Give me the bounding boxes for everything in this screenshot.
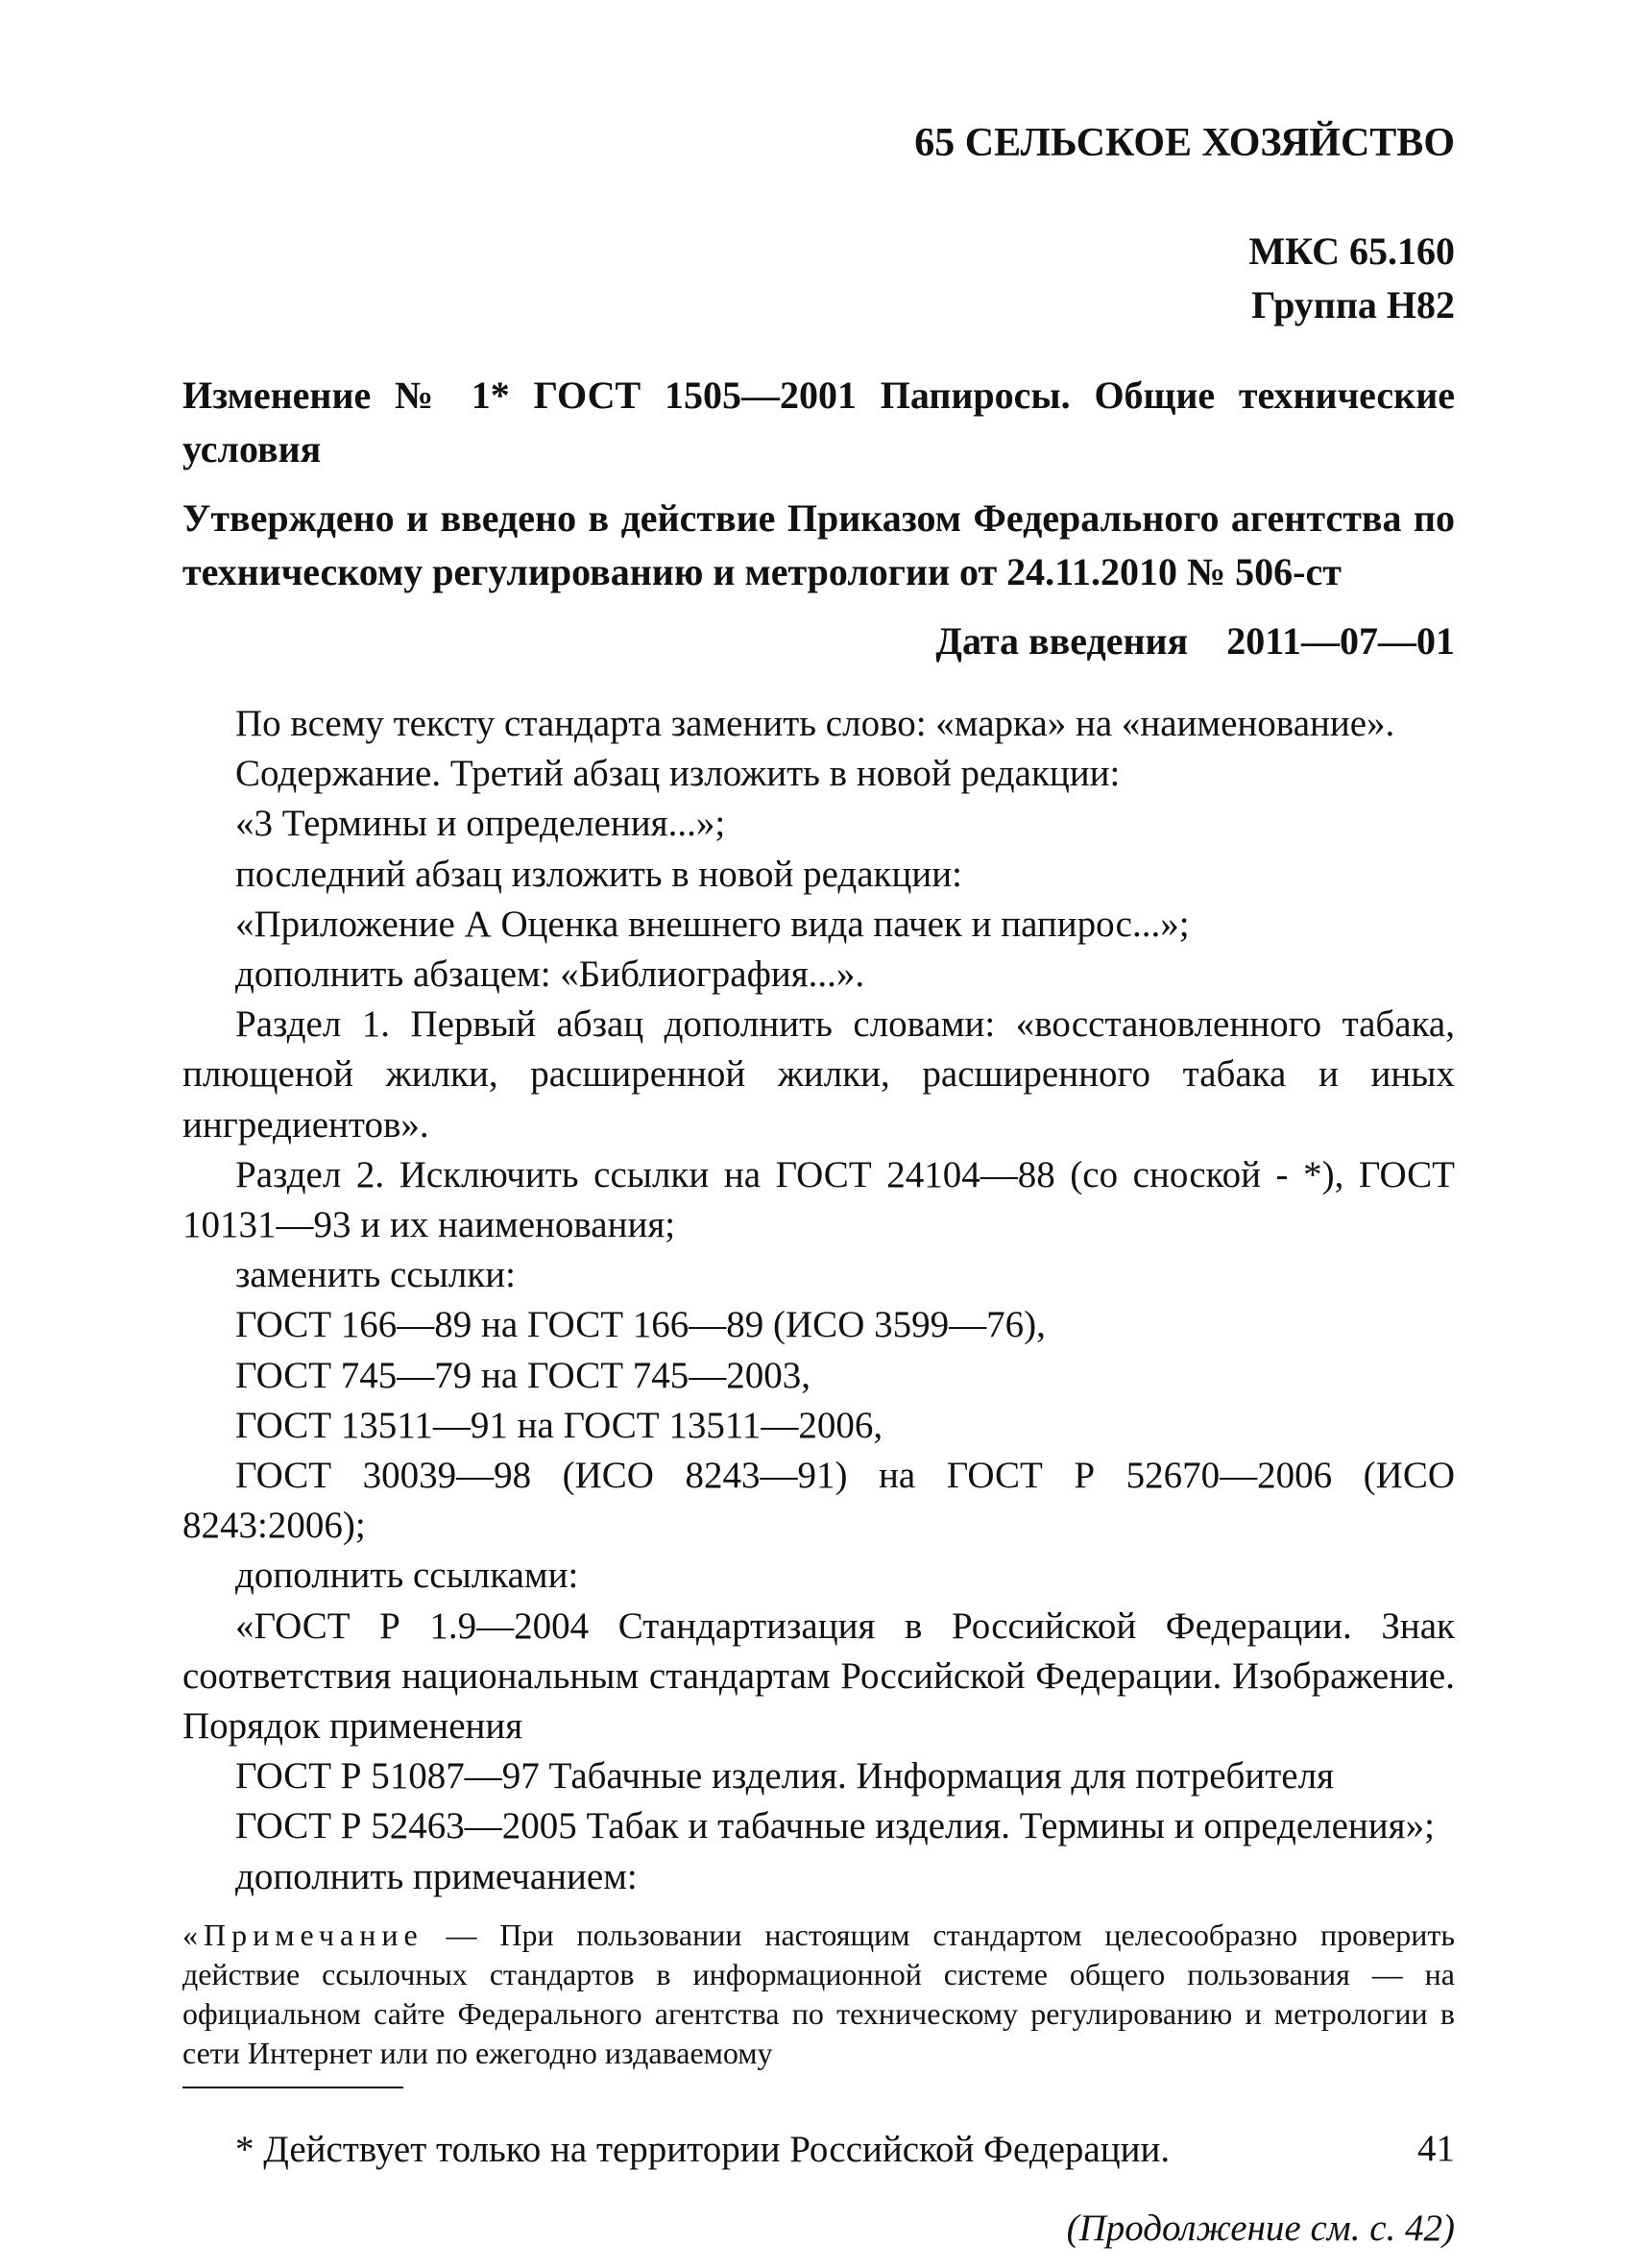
body-paragraph: последний абзац изложить в новой редакции: (235, 853, 962, 895)
body-paragraph: «Приложение А Оценка внешнего вида пачек и папирос...»; (235, 903, 1190, 945)
note-paragraph (182, 1916, 1455, 2073)
continuation-note: (Продолжение см. с. 42) (1066, 2207, 1455, 2249)
body-paragraph: ГОСТ 745—79 на ГОСТ 745—2003, (235, 1354, 811, 1396)
body-paragraph: ГОСТ 13511—91 на ГОСТ 13511—2006, (235, 1404, 883, 1446)
amendment-title: Изменение № 1* ГОСТ 1505—2001 Папиросы. Общие технические условия (182, 374, 1455, 470)
body-paragraph: Содержание. Третий абзац изложить в новой редакции: (235, 753, 1121, 795)
body-paragraph: заменить ссылки: (235, 1254, 516, 1296)
body-paragraph: дополнить абзацем: «Библиография...». (235, 953, 865, 996)
body-paragraph: ГОСТ 30039—98 (ИСО 8243—91) на ГОСТ Р 52670—2006 (ИСО 8243:2006); (182, 1455, 1455, 1547)
body-paragraph: По всему тексту стандарта заменить слово: «марка» на «наименование». (235, 703, 1395, 744)
body-paragraph: «ГОСТ Р 1.9—2004 Стандартизация в Российской Федерации. Знак соответствия национальным стандартам Российской Федерации. Изображение. Порядок применения (182, 1604, 1455, 1748)
introduction-date-value: 2011—07—01 (1226, 619, 1455, 663)
note-label: «Примечание (182, 1917, 423, 1952)
section-title: 65 СЕЛЬСКОЕ ХОЗЯЙСТВО (914, 121, 1455, 165)
body-paragraph: ГОСТ Р 52463—2005 Табак и табачные изделия. Термины и определения»; (235, 1805, 1435, 1847)
classification-codes (182, 225, 1455, 332)
introduction-date-label: Дата введения (935, 619, 1189, 663)
footnote-divider (182, 2087, 403, 2088)
introduction-date (182, 615, 1455, 668)
amendment-body (182, 699, 1455, 1902)
note-text: — При пользовании настоящим стандартом целесообразно проверить действие ссылочных стандартов в информационной системе общего пользования — на официальном сайте Федерального агентства по техническому регулированию и метрологии в сети Интернет или по ежегодно издаваемому (182, 1917, 1455, 2070)
mks-code: МКС 65.160 (1248, 229, 1455, 273)
body-paragraph: дополнить ссылками: (235, 1555, 579, 1597)
page-number: 41 (1417, 2128, 1455, 2169)
body-paragraph: ГОСТ 166—89 на ГОСТ 166—89 (ИСО 3599—76), (235, 1304, 1046, 1346)
group-code: Группа Н82 (1251, 283, 1455, 326)
body-paragraph: «3 Термины и определения...»; (235, 803, 726, 845)
document-page (182, 115, 1455, 2254)
body-paragraph: дополнить примечанием: (235, 1855, 638, 1897)
body-paragraph: Раздел 1. Первый абзац дополнить словами: «восстановленного табака, плющеной жилки, расширенной жилки, расширенного табака и иных ингредиентов». (182, 1003, 1455, 1146)
footnote: * Действует только на территории Российской Федерации. (235, 2128, 1171, 2170)
body-paragraph: ГОСТ Р 51087—97 Табачные изделия. Информация для потребителя (235, 1755, 1335, 1798)
approval-statement: Утверждено и введено в действие Приказом Федерального агентства по техническому регулированию и метрологии от 24.11.2010 № 506-ст (182, 496, 1455, 593)
body-paragraph: Раздел 2. Исключить ссылки на ГОСТ 24104—88 (со сноской - *), ГОСТ 10131—93 и их наименования; (182, 1153, 1455, 1246)
